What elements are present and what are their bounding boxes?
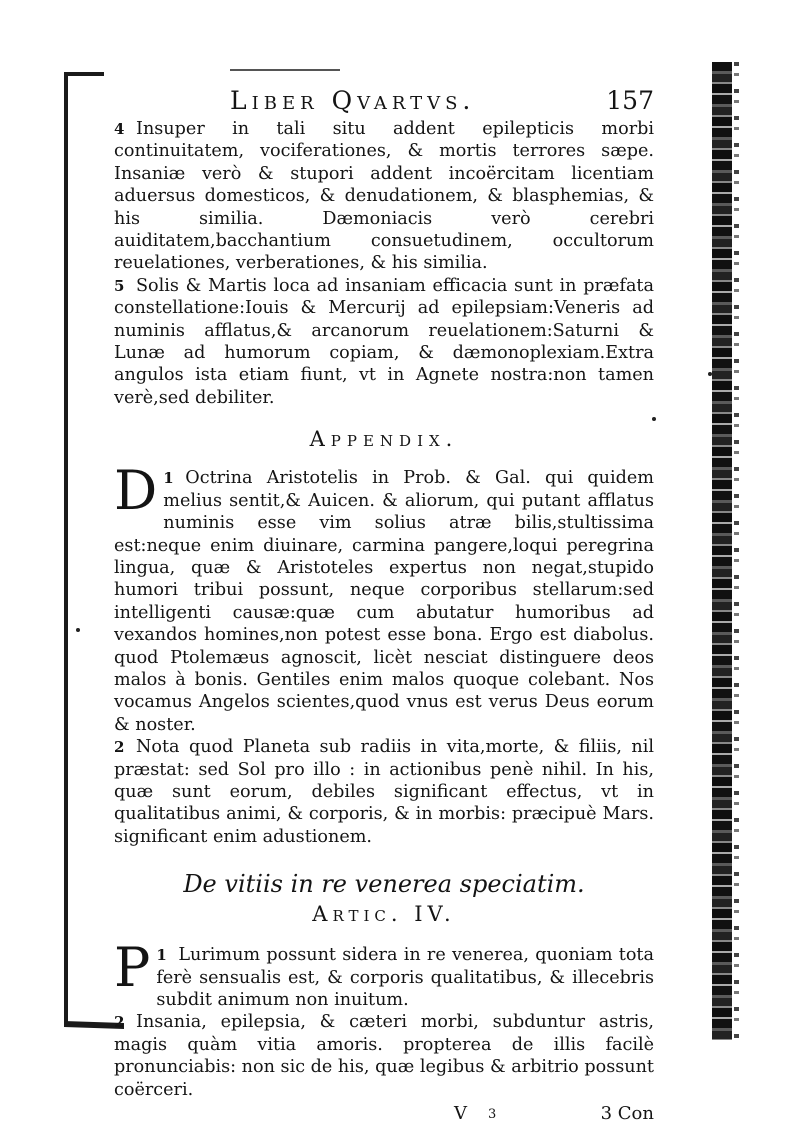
running-head	[114, 84, 654, 118]
paragraph-number: 2	[114, 1013, 125, 1032]
drop-cap: P	[114, 936, 151, 1000]
paragraph-text: Insania, epilepsia, & cæteri morbi, subduntur astris, magis quàm vitia amoris. propterea de illis facilè pronunciabis: non sic de his, quæ legibus & arbitrio possunt coërceri.	[114, 1012, 654, 1100]
signature-mark: V	[454, 1103, 467, 1125]
paragraph-5	[114, 275, 654, 409]
paragraph-text: Nota quod Planeta sub radiis in vita,morte, & filiis, nil præstat: sed Sol pro illo : in actionibus penè nihil. In his, quæ sunt eorum, debiles significant effectus, vt in qualitatibus animi, & corporis, & in morbis: præcipuè Mars. significant enim adustionem.	[114, 737, 654, 847]
appendix-heading: Appendix.	[309, 427, 459, 452]
page-frame-top	[64, 72, 104, 76]
paragraph-text: Lurimum possunt sidera in re venerea, quoniam tota ferè sensualis est, & corporis qualitatibus, & illecebris subdit animum non inuitum.	[156, 945, 654, 1010]
running-head-title: Liber Qvartvs.	[230, 86, 476, 115]
article-paragraph-2	[114, 1011, 654, 1101]
paragraph-text: Octrina Aristotelis in Prob. & Gal. qui quidem melius sentit,& Auicen. & aliorum, qui putant afflatus numinis esse vim solius atræ bilis,stultissima est:neque enim diuinare, carmina pangere,loqui peregrina lingua, quæ & Aristoteles expertus non negat,stupido humori tribui possunt, neque corporibus stellarum:sed intelligenti causæ:quæ cum abutatur humoribus ad vexandos homines,non potest esse bona. Ergo est diabolus. quod Ptolemæus agnoscit, licèt nesciat distinguere deos malos à bonis. Gentiles enim malos quoque colebant. Nos vocamus Angelos scientes,quod vnus est verus Deus eorum & noster.	[114, 468, 654, 735]
catchword: 3 Con	[600, 1103, 654, 1125]
signature-number: 3	[488, 1107, 497, 1123]
drop-cap: D	[114, 459, 158, 523]
speck	[708, 372, 712, 376]
page-frame-top-mark	[230, 69, 340, 71]
paragraph-number: 1	[156, 946, 167, 965]
paragraph-text: Insuper in tali situ addent epilepticis morbi continuitatem, vociferationes, & mortis terrores sæpe. Insaniæ verò & stupori addent incoërcitam licentiam aduersus domesticos, & denudationem, & blasphemias, & his similia. Dæmoniacis verò cerebri auiditatem,bacchantium consuetudinem, occultorum reuelationes, verberationes, & his similia.	[114, 119, 654, 274]
page-frame-left	[64, 72, 68, 1024]
paragraph-4	[114, 118, 654, 275]
book-edge-shadow	[734, 62, 739, 1040]
appendix-paragraph-1	[114, 459, 654, 736]
section-subheading: De vitiis in re venerea speciatim.	[183, 870, 585, 899]
appendix-paragraph-2	[114, 736, 654, 848]
paragraph-number: 1	[163, 469, 174, 488]
paragraph-number: 2	[114, 738, 125, 757]
catchline	[114, 1103, 654, 1131]
paragraph-number: 4	[114, 120, 125, 138]
speck	[76, 628, 80, 632]
paragraph-text: Solis & Martis loca ad insaniam efficacia sunt in præfata constellatione:Iouis & Mercurij ad epilepsiam:Veneris ad numinis afflatus,& arcanorum reuelationem:Saturni & Lunæ ad humorum copiam, & dæmonoplexiam.Extra angulos ista etiam fiunt, vt in Agnete nostra:non tamen verè,sed debiliter.	[114, 275, 654, 408]
page-number: 157	[606, 86, 654, 115]
page-content	[114, 84, 654, 1131]
book-edge-strip	[712, 62, 732, 1040]
article-paragraph-1	[114, 936, 654, 1011]
paragraph-number: 5	[114, 276, 125, 295]
article-heading: Artic. IV.	[312, 902, 456, 927]
